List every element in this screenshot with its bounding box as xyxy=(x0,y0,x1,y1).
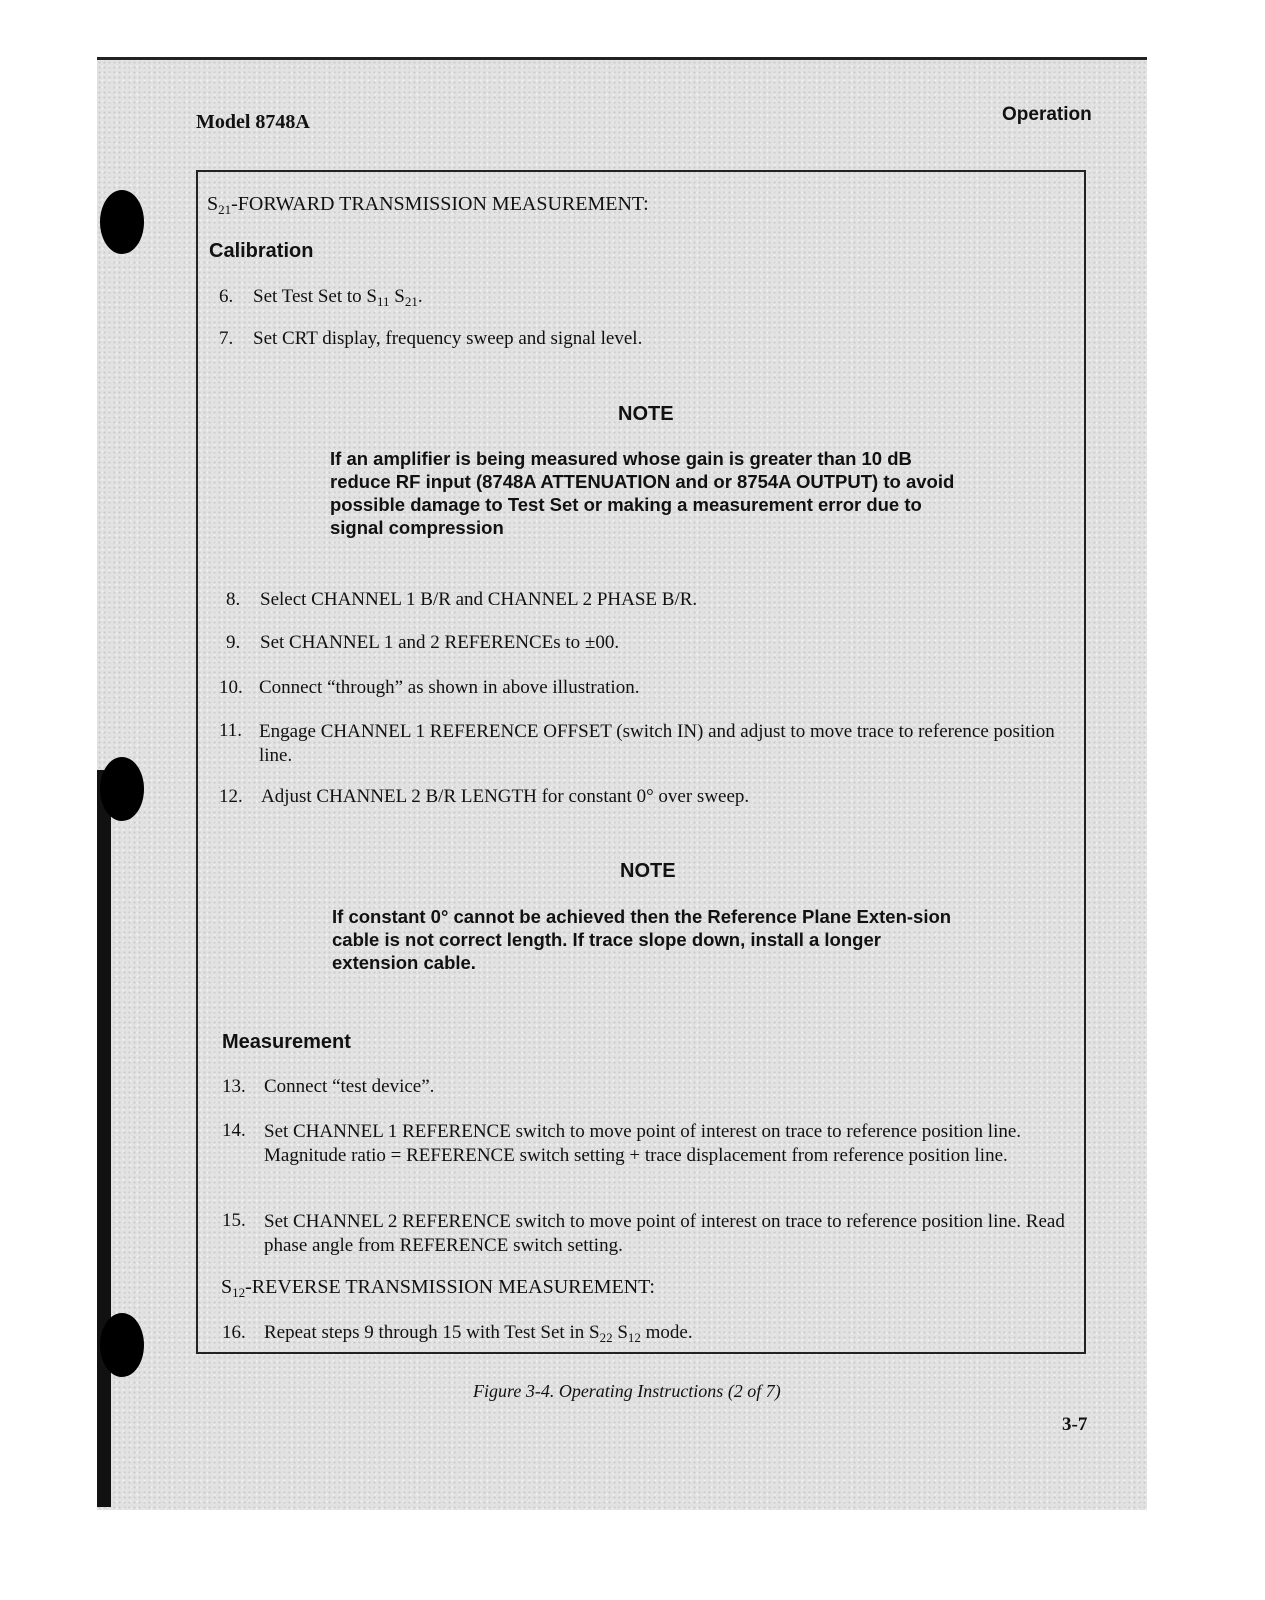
page-number: 3-7 xyxy=(1062,1414,1088,1435)
figure-caption: Figure 3-4. Operating Instructions (2 of 7) xyxy=(473,1381,781,1401)
step-12: 12. Adjust CHANNEL 2 B/R LENGTH for constant 0° over sweep. xyxy=(219,786,750,807)
step-10: 10. Connect “through” as shown in above illustration. xyxy=(219,677,640,698)
section-header: Operation xyxy=(1002,104,1092,125)
s12-heading: $S_{12}$-REVERSE TRANSMISSION MEASUREMENT: xyxy=(221,1276,655,1300)
binder-hole-top xyxy=(100,190,144,254)
binder-hole-bottom xyxy=(100,1313,144,1377)
note-1-title: NOTE xyxy=(618,403,674,425)
note-2-text: If constant 0° cannot be achieved then the Reference Plane Exten-sion cable is not correct length. If trace slope down, install a longer extension cable. xyxy=(332,906,952,973)
step-16: 16. Repeat steps 9 through 15 with Test Set in $S_{22}$ $S_{12}$ mode. xyxy=(222,1322,693,1345)
step-15: 15. Set CHANNEL 2 REFERENCE switch to move point of interest on trace to reference position line. Read phase angle from REFERENCE switch setting. xyxy=(222,1210,1065,1256)
s21-heading: $S_{21}$-FORWARD TRANSMISSION MEASUREMENT: xyxy=(207,193,649,217)
binder-hole-middle xyxy=(100,757,144,821)
step-9: 9. Set CHANNEL 1 and 2 REFERENCEs to ±00. xyxy=(226,632,620,653)
page-edge-shadow xyxy=(97,770,111,1507)
step-11: 11. Engage CHANNEL 1 REFERENCE OFFSET (switch IN) and adjust to move trace to reference position line. xyxy=(219,720,1055,766)
note-1-text: If an amplifier is being measured whose gain is greater than 10 dB reduce RF input (8748A ATTENUATION and or 8754A OUTPUT) to avoid possible damage to Test Set or making a measurement error due to signal compression xyxy=(330,448,955,538)
note-2-title: NOTE xyxy=(620,860,676,882)
model-header: Model 8748A xyxy=(196,111,310,133)
step-7: 7. Set CRT display, frequency sweep and signal level. xyxy=(219,328,643,349)
calibration-heading: Calibration xyxy=(209,240,314,262)
measurement-heading: Measurement xyxy=(222,1031,351,1053)
step-13: 13. Connect “test device”. xyxy=(222,1076,435,1097)
step-8: 8. Select CHANNEL 1 B/R and CHANNEL 2 PHASE B/R. xyxy=(226,589,698,610)
step-14: 14. Set CHANNEL 1 REFERENCE switch to move point of interest on trace to reference position line. Magnitude ratio = REFERENCE switch setting + trace displacement from reference position line. xyxy=(222,1120,1022,1166)
step-6: 6. Set Test Set to $S_{11}$ $S_{21}$. xyxy=(219,286,423,309)
